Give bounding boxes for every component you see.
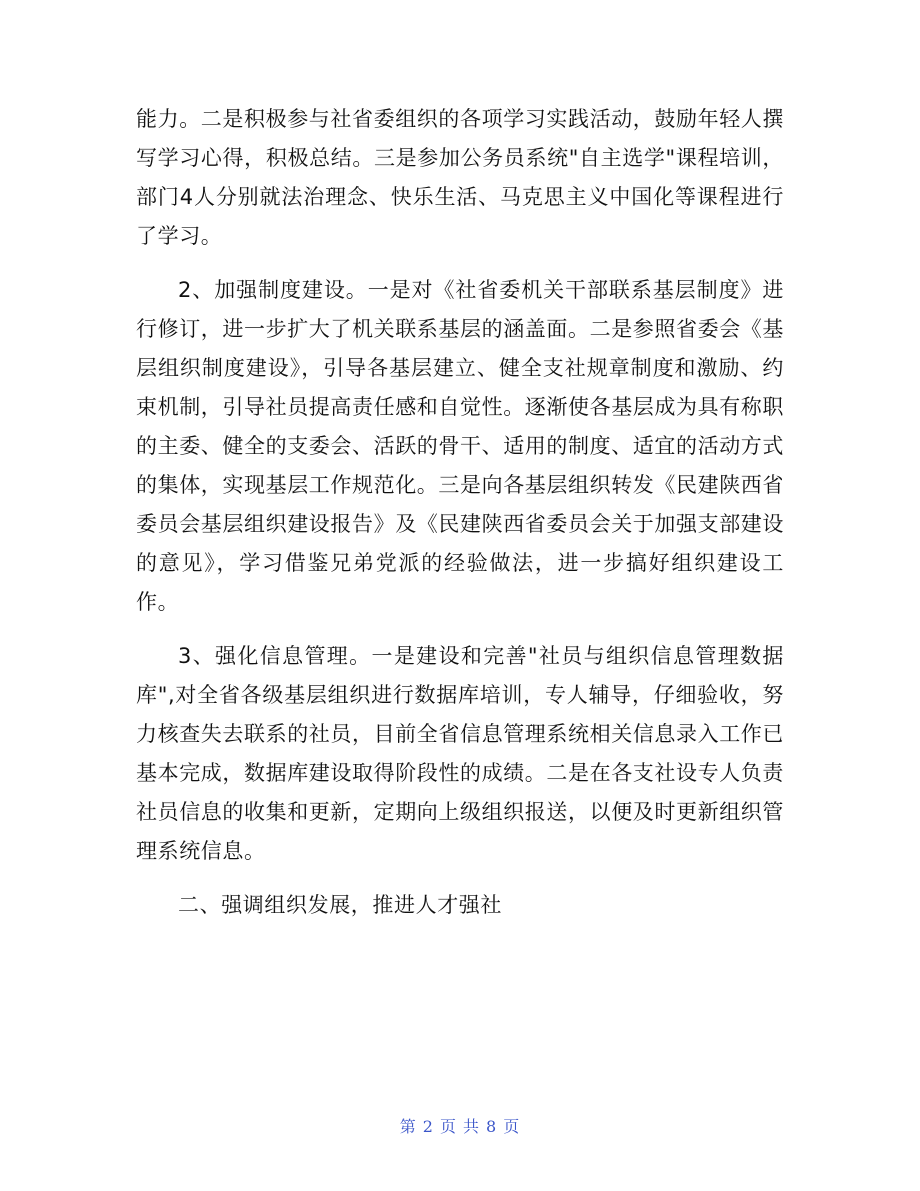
footer-current-page: 2 bbox=[422, 1117, 434, 1136]
paragraph-information-management: 3、强化信息管理。一是建设和完善"社员与组织信息管理数据库",对全省各级基层组织进行数据库培训，专人辅导，仔细验收，努力核查失去联系的社员，目前全省信息管理系统相关信息录入工作已基本完成，数据库建设取得阶段性的成绩。二是在各支社设专人负责社员信息的收集和更新，定期向上级组织报送，以便及时更新组织管理系统信息。 bbox=[136, 644, 784, 863]
page-number-footer bbox=[0, 1114, 920, 1137]
footer-prefix: 第 bbox=[399, 1117, 417, 1136]
footer-middle: 页 共 bbox=[439, 1117, 481, 1136]
footer-suffix: 页 bbox=[503, 1117, 521, 1136]
paragraph-continuation: 能力。二是积极参与社省委组织的各项学习实践活动，鼓励年轻人撰写学习心得，积极总结。三是参加公务员系统"自主选学"课程培训，部门4人分别就法治理念、快乐生活、马克思主义中国化等课程进行了学习。 bbox=[136, 107, 784, 248]
footer-total-pages: 8 bbox=[486, 1117, 498, 1136]
paragraph-institution-building: 2、加强制度建设。一是对《社省委机关干部联系基层制度》进行修订，进一步扩大了机关联系基层的涵盖面。二是参照省委会《基层组织制度建设》，引导各基层建立、健全支社规章制度和激励、约束机制，引导社员提高责任感和自觉性。逐渐使各基层成为具有称职的主委、健全的支委会、活跃的骨干、适用的制度、适宜的活动方式的集体，实现基层工作规范化。三是向各基层组织转发《民建陕西省委员会基层组织建设报告》及《民建陕西省委员会关于加强支部建设的意见》，学习借鉴兄弟党派的经验做法，进一步搞好组织建设工作。 bbox=[136, 278, 784, 614]
section-heading: 二、强调组织发展，推进人才强社 bbox=[178, 893, 502, 917]
document-body bbox=[136, 100, 784, 925]
